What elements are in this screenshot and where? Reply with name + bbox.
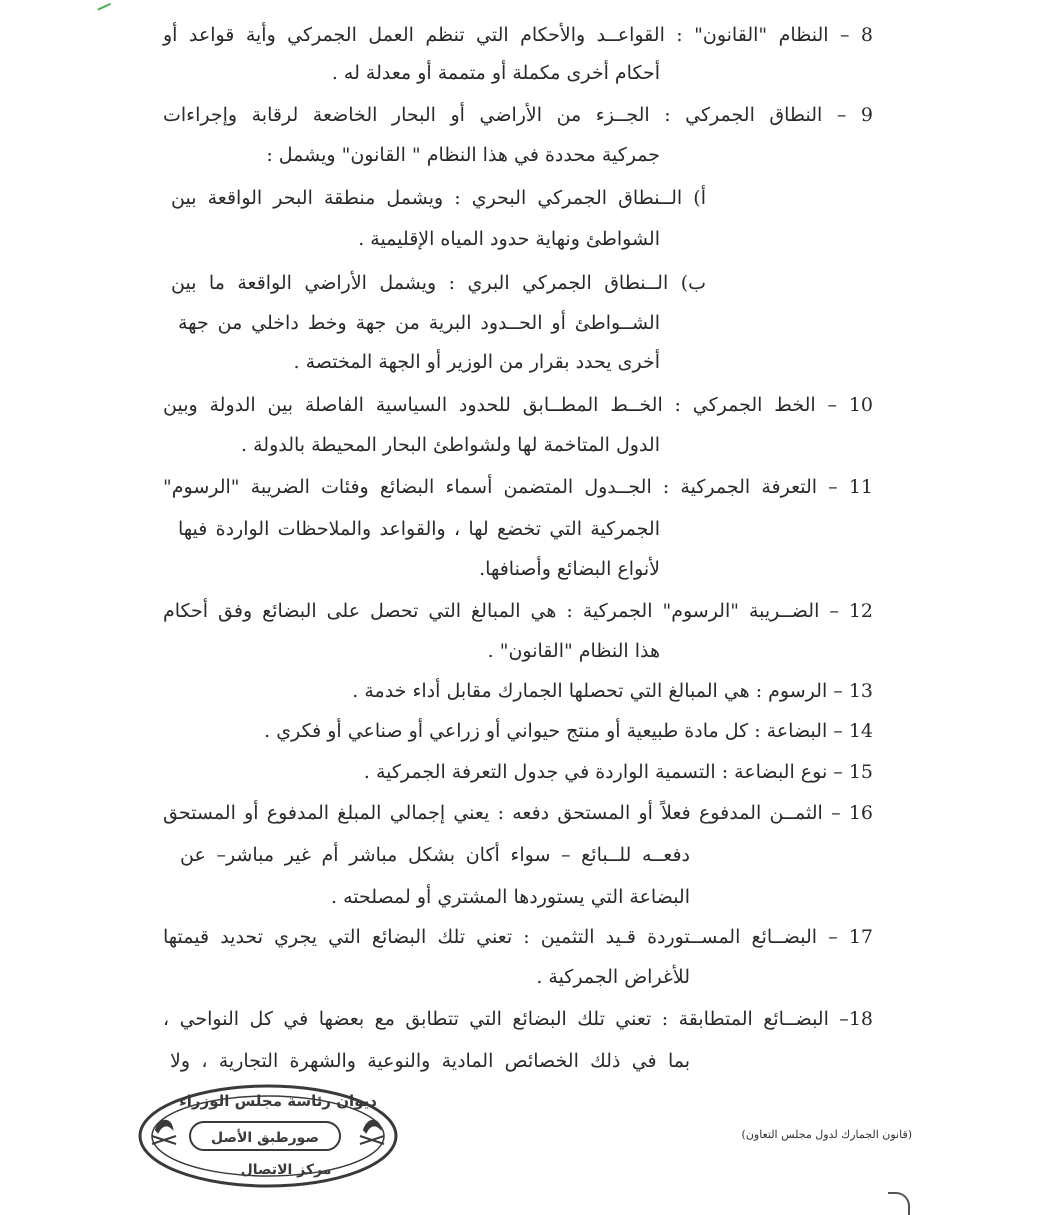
text-line-22: البضاعة التي يستوردها المشتري أو لمصلحته . [330, 886, 690, 908]
text-line-19: 15 – نوع البضاعة : التسمية الواردة في جدول التعرفة الجمركية . [363, 761, 873, 783]
text-line-2: أحكام أخرى مكملة أو متممة أو معدلة له . [331, 62, 660, 84]
text-line-10: 10 – الخط الجمركي : الخــط المطــابق للحدود السياسية الفاصلة بين الدولة وبين [163, 394, 873, 416]
text-line-4: جمركية محددة في هذا النظام " القانون" ويشمل : [266, 144, 660, 166]
page-corner-mark [888, 1192, 910, 1215]
text-line-7: ب) الــنطاق الجمركي البري : ويشمل الأراضي الواقعة ما بين [171, 272, 706, 294]
official-stamp [128, 1080, 408, 1198]
text-line-17: 13 – الرسوم : هي المبالغ التي تحصلها الجمارك مقابل أداء خدمة . [352, 680, 873, 702]
text-line-8: الشــواطئ أو الحــدود البرية من جهة وخط داخلي من جهة [178, 312, 660, 334]
text-line-21: دفعــه للــبائع – سواء أكان بشكل مباشر أم غير مباشر– عن [180, 844, 690, 866]
stamp-line-2: صورطبق الأصل [210, 1130, 320, 1146]
text-line-20: 16 – الثمــن المدفوع فعلاً أو المستحق دفعه : يعني إجمالي المبلغ المدفوع أو المستحق [163, 802, 873, 824]
emblem-right-icon [360, 1121, 384, 1144]
margin-tick-mark [95, 0, 111, 11]
text-line-14: لأنواع البضائع وأصنافها. [479, 558, 660, 580]
text-line-11: الدول المتاخمة لها ولشواطئ البحار المحيطة بالدولة . [241, 434, 660, 456]
text-line-1: 8 – النظام "القانون" : القواعــد والأحكام التي تنظم العمل الجمركي وأية قواعد أو [163, 24, 873, 46]
text-line-15: 12 – الضــريبة "الرسوم" الجمركية : هي المبالغ التي تحصل على البضائع وفق أحكام [163, 600, 873, 622]
footer-note: (قانون الجمارك لدول مجلس التعاون) [741, 1128, 912, 1141]
stamp-line-1: ديوان رئاسة مجلس الوزراء [179, 1092, 377, 1110]
emblem-left-icon [152, 1121, 176, 1144]
text-line-24: للأغراض الجمركية . [536, 966, 690, 988]
text-line-5: أ) الــنطاق الجمركي البحري : ويشمل منطقة البحر الواقعة بين [171, 187, 706, 209]
text-line-23: 17 – البضــائع المســتوردة قـيد التثمين : تعني تلك البضائع التي يجري تحديد قيمتها [163, 926, 873, 948]
text-line-9: أخرى يحدد بقرار من الوزير أو الجهة المختصة . [293, 351, 660, 373]
text-line-6: الشواطئ ونهاية حدود المياه الإقليمية . [358, 228, 660, 250]
text-line-25: 18– البضــائع المتطابقة : تعني تلك البضائع التي تتطابق مع بعضها في كل النواحي ، [163, 1008, 873, 1030]
text-line-12: 11 – التعرفة الجمركية : الجــدول المتضمن أسماء البضائع وفئات الضريبة "الرسوم" [163, 476, 873, 498]
text-line-16: هذا النظام "القانون" . [487, 640, 660, 662]
text-line-3: 9 – النطاق الجمركي : الجــزء من الأراضي أو البحار الخاضعة لرقابة وإجراءات [163, 104, 873, 126]
text-line-18: 14 – البضاعة : كل مادة طبيعية أو منتج حيواني أو زراعي أو صناعي أو فكري . [264, 720, 873, 742]
text-line-13: الجمركية التي تخضع لها ، والقواعد والملاحظات الواردة فيها [178, 518, 660, 540]
text-line-26: بما في ذلك الخصائص المادية والنوعية والشهرة التجارية ، ولا [170, 1050, 690, 1072]
stamp-line-3: مركز الاتصال [240, 1162, 332, 1178]
